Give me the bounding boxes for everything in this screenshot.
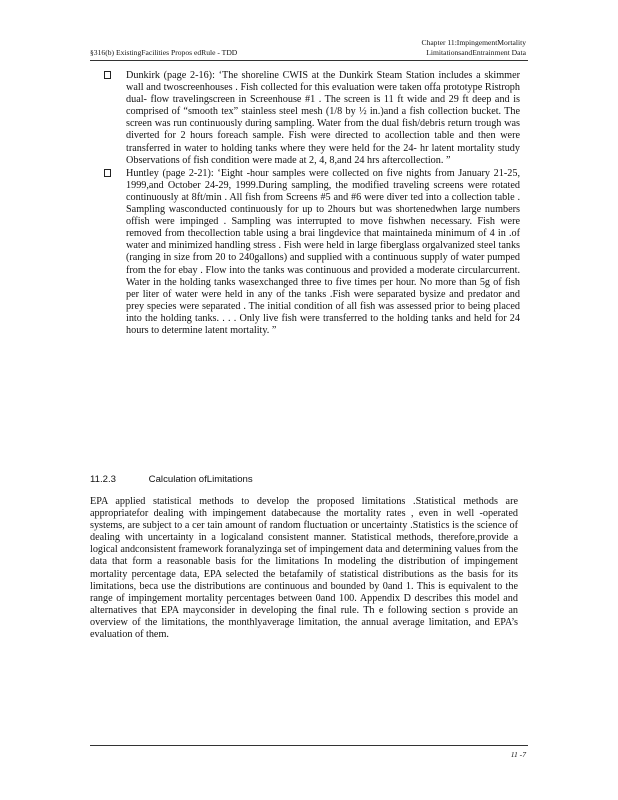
bullet-text: Dunkirk (page 2-16): ‘The shoreline CWIS at the Dunkirk Steam Station includes a skimmer wall and twoscreenhouses . Fish collected for this evaluation were taken offa prototype Ristroph dual- flow travelingscreen in Screenhouse #1 . The screen is 11 ft wide and 29 ft deep and is comprised of “smooth tex” stainless steel mesh (1/8 by ½ in.)and a fish collection bucket. The screen was run continuously during sampling. Water from the dual fish/debris return trough was diverted for 2 hours foreach sample. Fish were directed to acollection table and then were transferred in water to holding tanks where they were held for the 24- hr latent mortality study Observations of fish condition were made at 2, 4, 8,and 24 hrs aftercollection. ”	[126, 70, 520, 166]
page-number: 11 -7	[510, 750, 526, 759]
bullet-text: Huntley (page 2-21): ‘Eight -hour samples were collected on five nights from January 21-25, 1999,and October 24-29, 1999.During sampling, the modified traveling screens were rotated continuously at 8ft/min . All fish from Screens #5 and #6 were diver ted into a collection table . Sampling wasconducted continuously for up to 2hours but was shortenedwhen large numbers offish were impinged . Sampling was interrupted to move fishwhen necessary. Fish were removed from thecollection table using a brai lingdevice that maintaineda minimum of 4 in .of water and minimized handling stress . Fish were held in large fiberglass orgalvanized steel tanks (ranging in size from 20 to 240gallons) and supplied with a continuous supply of water pumped from the for ebay . Flow into the tanks was continuous and provided a moderate circularcurrent. Water in the holding tanks wasexchanged three to five times per hour. No more than 5g of fish per liter of water were held in any of the tanks .Fish were separated bysize and predator and prey species were separated . The initial condition of all fish was assessed prior to being placed into the holding tanks. . . . Only live fish were transferred to the holding tanks and held for 24 hours to determine latent mortality. ”	[126, 167, 520, 336]
body-paragraph: EPA applied statistical methods to develop the proposed limitations .Statistical methods are appropriatefor dealing with impingement databecause the mortality rates , even in well -operated systems, are subject to a cer tain amount of random fluctuation or uncertainty .Statistics is the science of dealing with uncertainty in a logicaland consistent manner. Statistical methods, therefore,provide a logical andconsistent framework foranalyzinga set of impingement data and determining values from the data that form a reasonable basis for the limitations In modeling the distribution of impingement mortality percentage data, EPA selected the betafamily of statistical distributions as the basis for its limitations, beca use the distributions are continuous and bounded by 0and 1. This is equivalent to the range of impingement mortality percentages between 0and 100. Appendix D describes this model and alternatives that EPA mayconsider in developing the final rule. Th e following section s provide an overview of the limitations, the monthlyaverage limitation, the annual average limitation, and EPA’s evaluation of them.	[90, 496, 518, 641]
running-header-left: §316(b) ExistingFacilities Propos edRule - TDD	[90, 48, 238, 57]
section-number: 11.2.3	[90, 474, 116, 485]
bullet-dunkirk	[104, 70, 520, 167]
running-header-right	[421, 38, 526, 58]
quoted-bullet-list	[104, 70, 520, 337]
bullet-huntley	[104, 168, 520, 337]
header-subtitle: LimitationsandEntrainment Data	[426, 48, 526, 57]
section-heading	[90, 474, 253, 485]
header-chapter: Chapter 11:ImpingementMortality	[421, 38, 526, 47]
header-rule	[90, 60, 528, 61]
bullet-box-icon	[104, 71, 111, 79]
footer-rule	[90, 745, 528, 746]
section-title: Calculation ofLimitations	[148, 474, 253, 485]
bullet-box-icon	[104, 169, 111, 177]
